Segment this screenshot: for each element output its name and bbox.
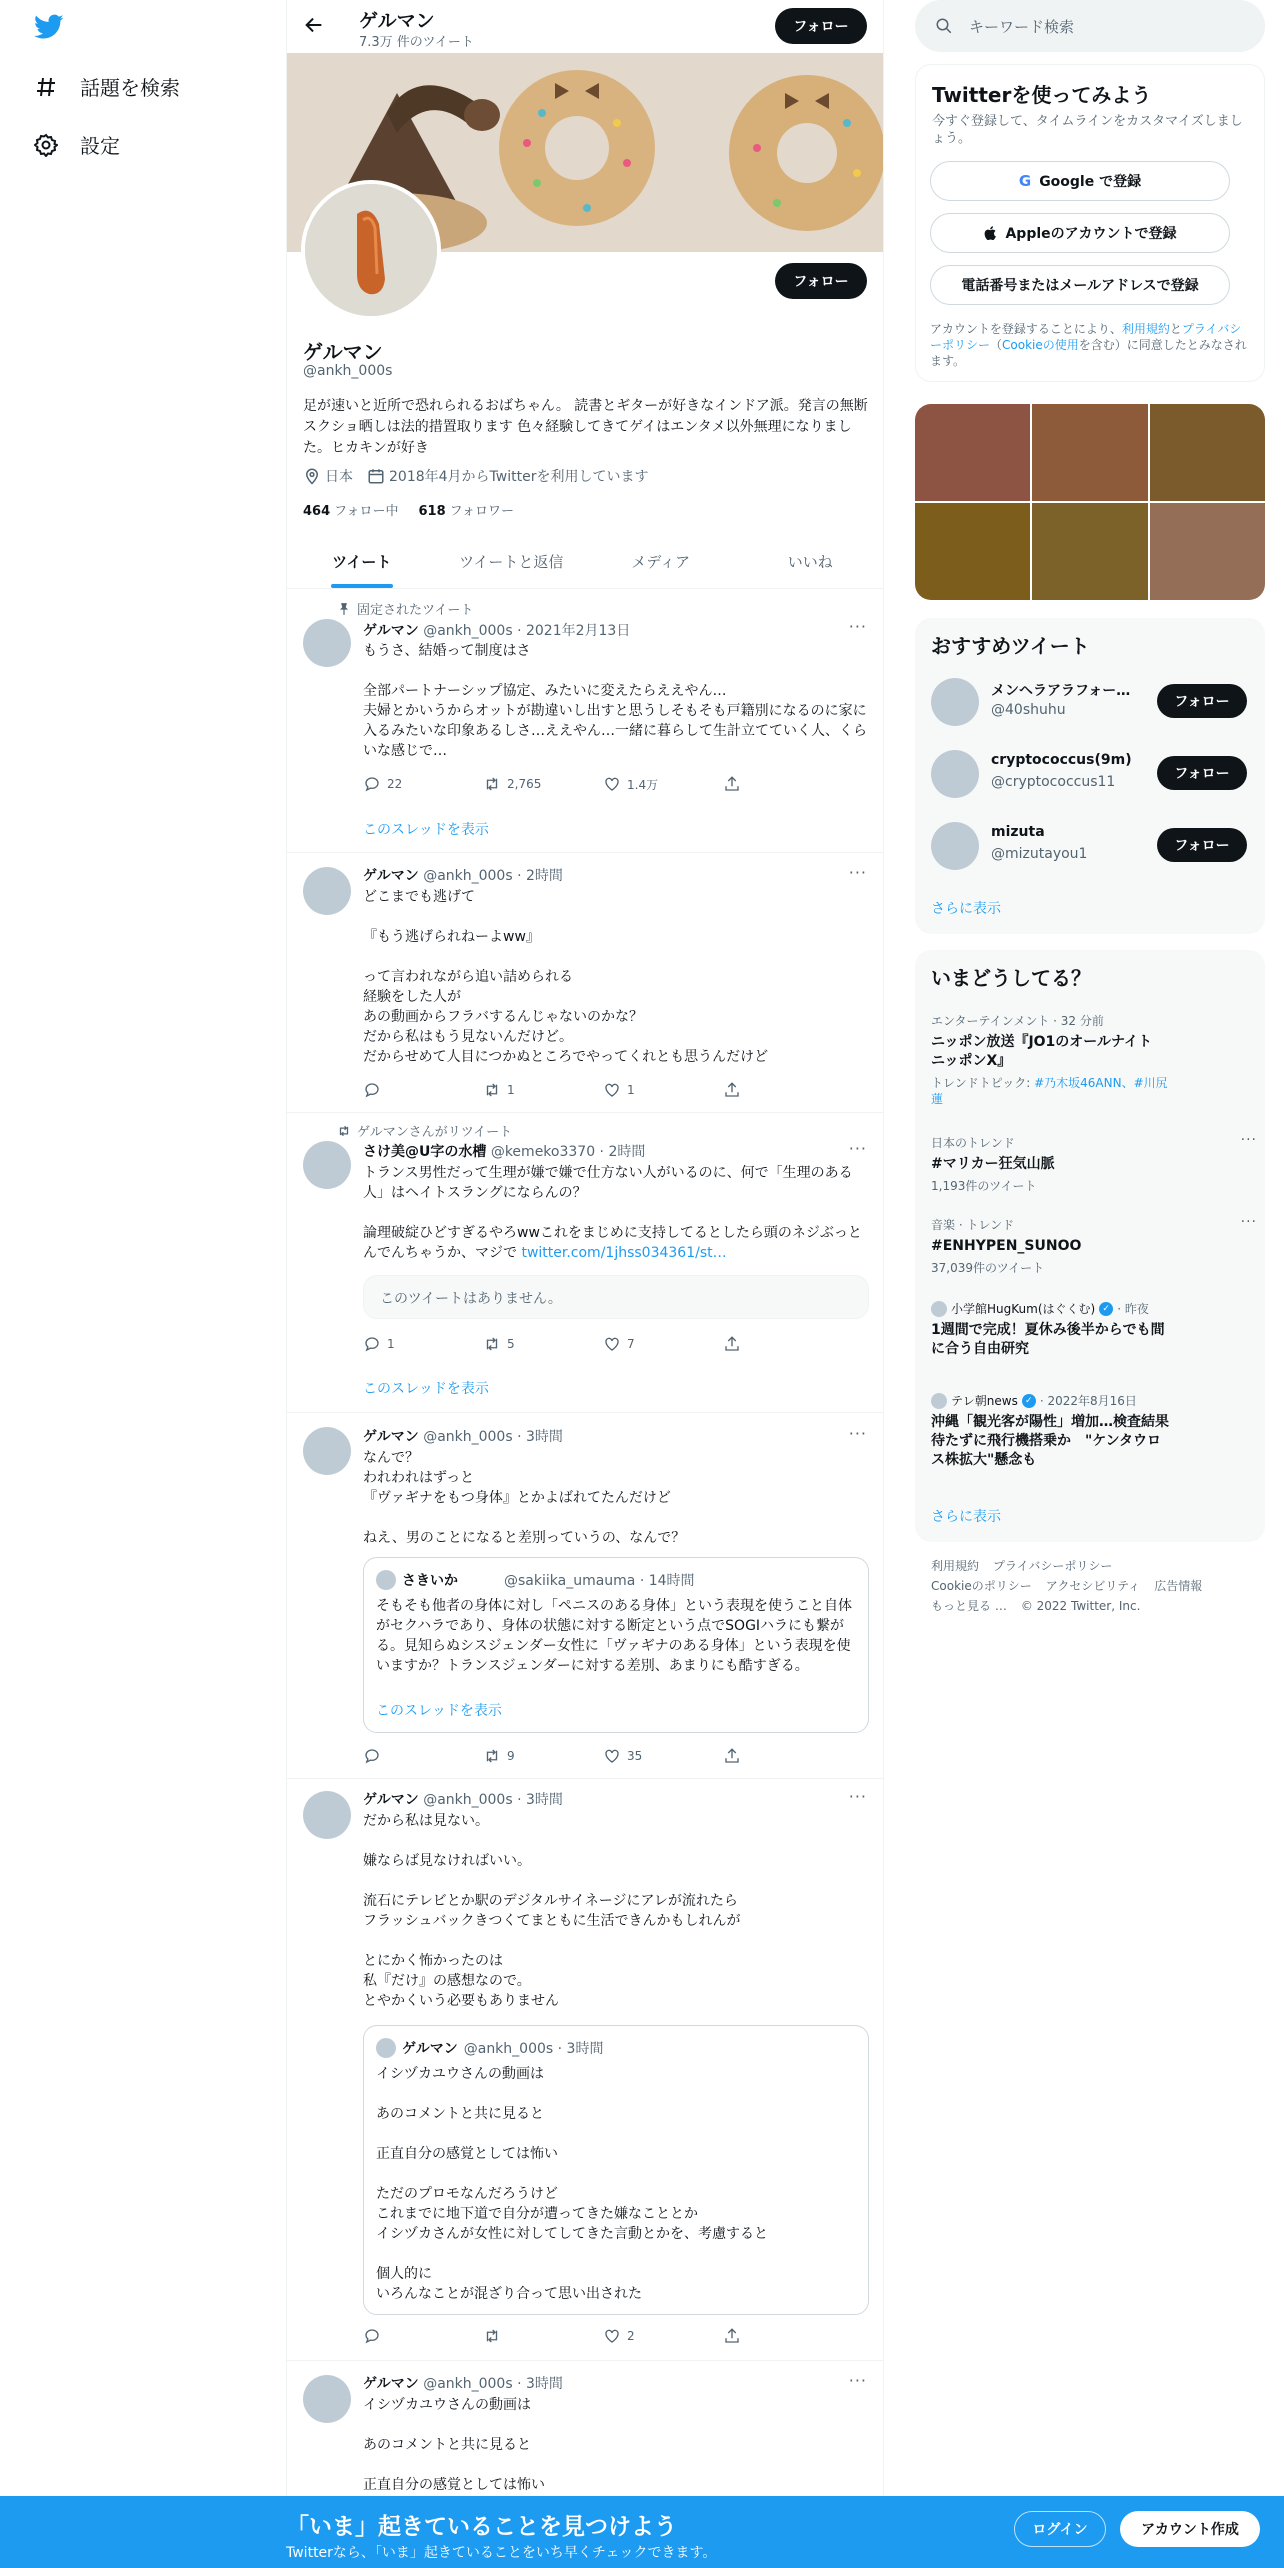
header-tweet-count: 7.3万 件のツイート <box>359 35 474 50</box>
show-thread-link[interactable]: このスレッドを表示 <box>363 822 489 838</box>
profile-follow-stats <box>303 500 514 519</box>
media-grid <box>915 404 1265 600</box>
news-item[interactable] <box>931 1392 1251 1470</box>
tweet-actions <box>363 775 783 793</box>
share-button[interactable] <box>723 1335 783 1353</box>
more-icon[interactable]: ··· <box>848 1424 867 1443</box>
quote-author: ゲルマン <box>402 2041 458 2057</box>
heart-icon <box>603 2327 621 2345</box>
more-icon[interactable]: ··· <box>848 1787 867 1806</box>
quoted-tweet[interactable] <box>363 2025 869 2315</box>
trend-name: #マリカー狂気山脈 <box>931 1156 1055 1172</box>
reply-button[interactable] <box>363 2327 423 2345</box>
nav-explore-label: 話題を検索 <box>80 76 180 100</box>
share-icon <box>723 2327 741 2345</box>
followers-link[interactable]: 618 フォロワー <box>418 504 514 519</box>
reply-button[interactable]: 22 <box>363 775 423 793</box>
tweet-text: トランス男性だって生理が嫌で嫌で仕方ない人がいるのに、何で「生理のある人」はヘイトスラングにならんの？ 論理破綻ひどすぎるやろwwこれをまじめに支持してるとしたら頭のネジぶっとんでんちゃうか、マジで twitter.com/1jhss034361/st… <box>363 1165 862 1261</box>
quote-author: さきいか <box>402 1573 458 1589</box>
tweet-text: なんで？ われわれはずっと 『ヴァギナをもつ身体』とかよばれてたんだけど ねえ、男のことになると差別っていうの、なんで？ <box>363 1450 686 1546</box>
quote-text: そもそも他者の身体に対し「ペニスのある身体」という表現を使うこと自体がセクハラであり、身体の状態に対する断定という点でSOGIハラにも繋がる。見知らぬシスジェンダー女性に「ヴァギナのある身体」という表現を使いますか？トランスジェンダーに対する差別、あまりにも酷すぎる。 <box>376 1598 852 1674</box>
media-thumb[interactable] <box>1032 404 1147 501</box>
search-input[interactable]: キーワード検索 <box>969 17 1075 36</box>
media-thumb[interactable] <box>915 503 1030 600</box>
tweet-link[interactable]: twitter.com/1jhss034361/st… <box>521 1245 727 1261</box>
media-thumb[interactable] <box>1150 404 1265 501</box>
profile-handle: @ankh_000s <box>303 363 393 379</box>
signup-banner <box>0 2496 1284 2568</box>
tweet-text: イシヅカユウさんの動画は あのコメントと共に見ると 正直自分の感覚としては怖い <box>363 2397 545 2493</box>
apple-signup-button[interactable]: Appleのアカウントで登録 <box>930 213 1230 253</box>
header-name: ゲルマン <box>359 10 435 32</box>
reply-icon <box>363 1081 381 1099</box>
tweet-handle[interactable]: @ankh_000s · 2時間 <box>423 868 563 884</box>
user-handle: @cryptococcus11 <box>991 774 1116 790</box>
pin-icon <box>337 602 351 616</box>
location-icon <box>303 467 321 485</box>
follow-button[interactable]: フォロー <box>1157 828 1247 862</box>
trends-card <box>915 950 1265 1542</box>
quote-text: イシヅカユウさんの動画は あのコメントと共に見ると 正直自分の感覚としては怖い ただのプロモなんだろうけど これまでに地下道で自分が遭ってきた嫌なこととか イシヅカさんが女性に対してしてきた言動とかを、考慮すると 個人的に いろんなことが混ざり合って思い出された <box>376 2066 768 2302</box>
trend-category: エンターテインメント · 32 分前 <box>931 1014 1104 1028</box>
avatar[interactable] <box>303 2375 351 2423</box>
avatar <box>376 2038 396 2058</box>
share-button[interactable] <box>723 1747 783 1765</box>
profile-name: ゲルマン <box>303 340 383 364</box>
trend-item[interactable] <box>931 1132 1257 1194</box>
retweet-button[interactable]: 9 <box>483 1747 543 1765</box>
profile-joined: 2018年4月からTwitterを利用しています <box>389 469 649 485</box>
apple-icon <box>983 225 997 241</box>
more-icon[interactable]: ··· <box>848 2371 867 2390</box>
footer-link[interactable]: アクセシビリティ <box>1045 1579 1141 1593</box>
like-button[interactable]: 7 <box>603 1335 663 1353</box>
reply-button[interactable] <box>363 1747 423 1765</box>
retweet-context-label: ゲルマンさんがリツイート <box>357 1125 513 1140</box>
avatar <box>931 1393 947 1409</box>
footer-link[interactable]: プライバシーポリシー <box>993 1559 1113 1573</box>
tweet-author[interactable]: ゲルマン <box>363 2376 419 2392</box>
footer-link[interactable]: もっと見る … <box>931 1599 1007 1613</box>
tweet-text: どこまでも逃げて 『もう逃げられねーよww』 って言われながら追い詰められる 経験をした人が あの動画からフラバするんじゃないのかな？ だから私はもう見ないんだけど。 だからせめて人目につかぬところでやってくれとも思うんだけど <box>363 889 769 1065</box>
signup-title: Twitterを使ってみよう <box>932 83 1152 107</box>
tab-media[interactable]: メディア <box>631 553 691 571</box>
recommended-user[interactable] <box>931 816 1261 876</box>
banner-title: 「いま」起きていることを見つけよう <box>286 2514 677 2540</box>
media-thumb[interactable] <box>1150 503 1265 600</box>
heart-icon <box>603 1747 621 1765</box>
quote-handle: @ankh_000s · 3時間 <box>463 2041 604 2057</box>
avatar[interactable] <box>303 619 351 667</box>
quote-handle: @sakiika_umauma · 14時間 <box>504 1573 695 1589</box>
trend-count: 1,193件のツイート <box>931 1179 1037 1193</box>
signup-terms: アカウントを登録することにより、利用規約とプライバシーポリシー（Cookieの使用を含む）に同意したとみなされます。 <box>930 322 1247 368</box>
tab-likes[interactable]: いいね <box>787 553 833 571</box>
reply-button[interactable]: 1 <box>363 1335 423 1353</box>
tweet-handle[interactable]: @ankh_000s · 3時間 <box>423 1429 563 1445</box>
trend-count: 37,039件のツイート <box>931 1261 1045 1275</box>
unavailable-tweet-text: このツイートはありません。 <box>380 1291 562 1307</box>
google-icon: G <box>1018 172 1032 190</box>
back-arrow-icon[interactable] <box>303 14 325 36</box>
create-account-button[interactable]: アカウント作成 <box>1120 2511 1260 2547</box>
heart-icon <box>603 775 621 793</box>
tweet-actions <box>363 1335 783 1353</box>
share-icon <box>723 1747 741 1765</box>
tweet[interactable] <box>287 1113 884 1413</box>
cookie-link[interactable]: Cookieの使用 <box>1002 338 1079 352</box>
login-button[interactable]: ログイン <box>1014 2511 1106 2547</box>
avatar[interactable] <box>931 822 979 870</box>
retweet-icon <box>483 2327 501 2345</box>
trend-item[interactable] <box>931 1214 1257 1276</box>
trends-title: いまどうしてる？ <box>931 966 1091 990</box>
footer-links <box>931 1556 1251 1616</box>
tweet-handle[interactable]: @ankh_000s · 3時間 <box>423 1792 563 1808</box>
like-button[interactable]: 1 <box>603 1081 663 1099</box>
retweet-context-icon <box>337 1124 351 1138</box>
tweet-actions <box>363 1747 783 1765</box>
avatar[interactable] <box>303 867 351 915</box>
news-title: 1週間で完成！夏休み後半からでも間に合う自由研究 <box>931 1322 1165 1357</box>
nav-settings[interactable] <box>34 130 120 159</box>
retweet-button[interactable] <box>483 2327 543 2345</box>
news-title: 沖縄「観光客が陽性」増加…検査結果待たずに飛行機搭乗か "ケンタウロス株拡大"懸念も <box>931 1414 1169 1468</box>
hashtag-icon <box>34 75 58 99</box>
share-button[interactable] <box>723 775 783 793</box>
tweet[interactable] <box>287 853 884 1113</box>
header-follow-button[interactable]: フォロー <box>775 8 867 44</box>
nav-explore[interactable] <box>34 72 180 101</box>
trend-category: 音楽 · トレンド <box>931 1218 1015 1232</box>
more-icon[interactable]: ··· <box>848 1139 867 1158</box>
tweet-text: もうさ、結婚って制度はさ 全部パートナーシップ協定、みたいに変えたらええやん… 夫婦とかいうからオットが勘違いし出すと思うしそもそも戸籍別になるのに家に入るみたいな印象あるしさ…ええやん…一緒に暮らして生計立てていく人、くらいな感じで… <box>363 643 867 759</box>
avatar <box>931 1301 947 1317</box>
recommended-card <box>915 618 1265 934</box>
news-source: 小学館HugKum(はぐくむ) <box>951 1302 1096 1316</box>
user-name: mizuta <box>991 824 1045 840</box>
follow-button[interactable]: フォロー <box>1157 756 1247 790</box>
follow-button[interactable]: フォロー <box>1157 684 1247 718</box>
tweet-handle[interactable]: @ankh_000s · 2021年2月13日 <box>423 623 631 639</box>
more-icon[interactable]: ··· <box>1240 1214 1257 1230</box>
copyright: © 2022 Twitter, Inc. <box>1020 1599 1141 1613</box>
signup-card <box>915 64 1265 382</box>
trend-name: #ENHYPEN_SUNOO <box>931 1238 1082 1254</box>
profile-location: 日本 <box>325 469 353 485</box>
more-icon[interactable]: ··· <box>848 617 867 636</box>
quoted-tweet[interactable] <box>363 1557 869 1733</box>
retweet-icon <box>483 1081 501 1099</box>
show-thread-link[interactable]: このスレッドを表示 <box>363 1381 489 1397</box>
tweet[interactable] <box>287 1413 884 1779</box>
tweet-author[interactable]: ゲルマン <box>363 868 419 884</box>
news-time: · 2022年8月16日 <box>1039 1394 1137 1408</box>
reply-icon <box>363 1747 381 1765</box>
main-column <box>286 0 884 2568</box>
like-button[interactable]: 1.4万 <box>603 775 663 793</box>
privacy-link[interactable]: プライバシーポリシー <box>930 322 1242 352</box>
avatar[interactable] <box>303 1427 351 1475</box>
avatar <box>376 1570 396 1590</box>
tab-tweets-replies[interactable]: ツイートと返信 <box>459 553 564 571</box>
profile-tabs <box>287 536 884 589</box>
recommended-user[interactable] <box>931 672 1261 732</box>
tweet-actions <box>363 2327 783 2345</box>
signup-desc: 今すぐ登録して、タイムラインをカスタマイズしましょう。 <box>932 114 1243 146</box>
avatar[interactable] <box>931 750 979 798</box>
tweet[interactable] <box>287 589 884 853</box>
tweet-author[interactable]: さけ美@U字の水槽 <box>363 1144 487 1160</box>
like-button[interactable]: 2 <box>603 2327 663 2345</box>
phone-email-signup-button[interactable]: 電話番号またはメールアドレスで登録 <box>930 265 1230 305</box>
profile-follow-button[interactable]: フォロー <box>775 263 867 299</box>
reply-button[interactable] <box>363 1081 423 1099</box>
retweet-button[interactable]: 2,765 <box>483 775 543 793</box>
heart-icon <box>603 1335 621 1353</box>
retweet-button[interactable]: 1 <box>483 1081 543 1099</box>
verified-icon: ✓ <box>1099 1302 1113 1316</box>
reply-icon <box>363 775 381 793</box>
footer-link[interactable]: 利用規約 <box>931 1559 980 1573</box>
profile-header-bar <box>287 0 884 53</box>
recommended-title: おすすめツイート <box>931 634 1090 658</box>
trend-category: 日本のトレンド <box>931 1136 1015 1150</box>
user-handle: @mizutayou1 <box>991 846 1088 862</box>
tweet-handle[interactable]: @ankh_000s · 3時間 <box>423 2376 563 2392</box>
tweet-author[interactable]: ゲルマン <box>363 1792 419 1808</box>
footer-link[interactable]: Cookieのポリシー <box>931 1579 1032 1593</box>
google-signup-button[interactable]: G Google で登録 <box>930 161 1230 201</box>
nav-settings-label: 設定 <box>80 134 120 158</box>
retweet-icon <box>483 1747 501 1765</box>
quote-show-thread-link[interactable]: このスレッドを表示 <box>376 1703 502 1719</box>
user-name: cryptococcus(9m) <box>991 752 1132 768</box>
pinned-label: 固定されたツイート <box>357 603 474 618</box>
tweet-author[interactable]: ゲルマン <box>363 1429 419 1445</box>
user-handle: @40shuhu <box>991 702 1066 718</box>
retweet-button[interactable]: 5 <box>483 1335 543 1353</box>
more-icon[interactable]: ··· <box>848 863 867 882</box>
media-thumb[interactable] <box>915 404 1030 501</box>
news-item[interactable] <box>931 1300 1251 1359</box>
following-link[interactable]: 464 フォロー中 <box>303 504 399 519</box>
avatar[interactable] <box>931 678 979 726</box>
share-icon <box>723 775 741 793</box>
share-button[interactable] <box>723 1081 783 1099</box>
tweet[interactable] <box>287 1779 884 2361</box>
terms-link[interactable]: 利用規約 <box>1121 322 1170 336</box>
more-icon[interactable]: ··· <box>1240 1132 1257 1148</box>
tweet-author[interactable]: ゲルマン <box>363 623 419 639</box>
trends-show-more[interactable]: さらに表示 <box>931 1509 1001 1525</box>
avatar[interactable] <box>303 1791 351 1839</box>
footer-link[interactable]: 広告情報 <box>1154 1579 1203 1593</box>
tweet-text: だから私は見ない。 嫌ならば見なければいい。 流石にテレビとか駅のデジタルサイネージにアレが流れたら フラッシュバックきつくてまともに生活できんかもしれんが とにかく怖かったのは 私『だけ』の感想なので。 とやかくいう必要もありません <box>363 1813 741 2009</box>
recommended-show-more[interactable]: さらに表示 <box>931 901 1001 917</box>
search-box[interactable] <box>915 0 1265 52</box>
calendar-icon <box>367 467 385 485</box>
verified-icon: ✓ <box>1022 1394 1036 1408</box>
retweet-icon <box>483 775 501 793</box>
profile-avatar[interactable] <box>301 180 441 320</box>
like-button[interactable]: 35 <box>603 1747 663 1765</box>
reply-icon <box>363 2327 381 2345</box>
user-name: メンヘラアラフォー… <box>991 683 1131 699</box>
retweet-icon <box>483 1335 501 1353</box>
media-thumb[interactable] <box>1032 503 1147 600</box>
trend-item[interactable]: エンターテインメント · 32 分前 ニッポン放送『JO1のオールナイトニッポンX』 トレンドトピック: #乃木坂46ANN、#川尻蓮 <box>931 1012 1251 1107</box>
news-time: · 昨夜 <box>1117 1302 1149 1316</box>
search-icon <box>935 17 953 35</box>
heart-icon <box>603 1081 621 1099</box>
avatar[interactable] <box>303 1141 351 1189</box>
profile-meta <box>303 466 648 486</box>
tab-tweets[interactable]: ツイート <box>287 536 437 588</box>
tweet-actions <box>363 1081 783 1099</box>
share-icon <box>723 1081 741 1099</box>
profile-bio: 足が速いと近所で恐れられるおばちゃん。 読書とギターが好きなインドア派。発言の無断スクショ晒しは法的措置取ります 色々経験してきてゲイはエンタメ以外無理になりました。ヒカキンが好き <box>303 398 868 456</box>
share-icon <box>723 1335 741 1353</box>
reply-icon <box>363 1335 381 1353</box>
recommended-user[interactable] <box>931 744 1261 804</box>
gear-icon <box>34 133 58 157</box>
share-button[interactable] <box>723 2327 783 2345</box>
trend-topic-links[interactable]: #乃木坂46ANN、#川尻蓮 <box>931 1076 1168 1106</box>
trend-name: ニッポン放送『JO1のオールナイトニッポンX』 <box>931 1034 1153 1069</box>
tweet-handle[interactable]: @kemeko3370 · 2時間 <box>490 1144 646 1160</box>
news-source: テレ朝news <box>951 1394 1018 1408</box>
twitter-logo-icon[interactable] <box>34 14 64 40</box>
unavailable-tweet <box>363 1275 869 1319</box>
banner-subtitle: Twitterなら、「いま」起きていることをいち早くチェックできます。 <box>286 2545 717 2561</box>
